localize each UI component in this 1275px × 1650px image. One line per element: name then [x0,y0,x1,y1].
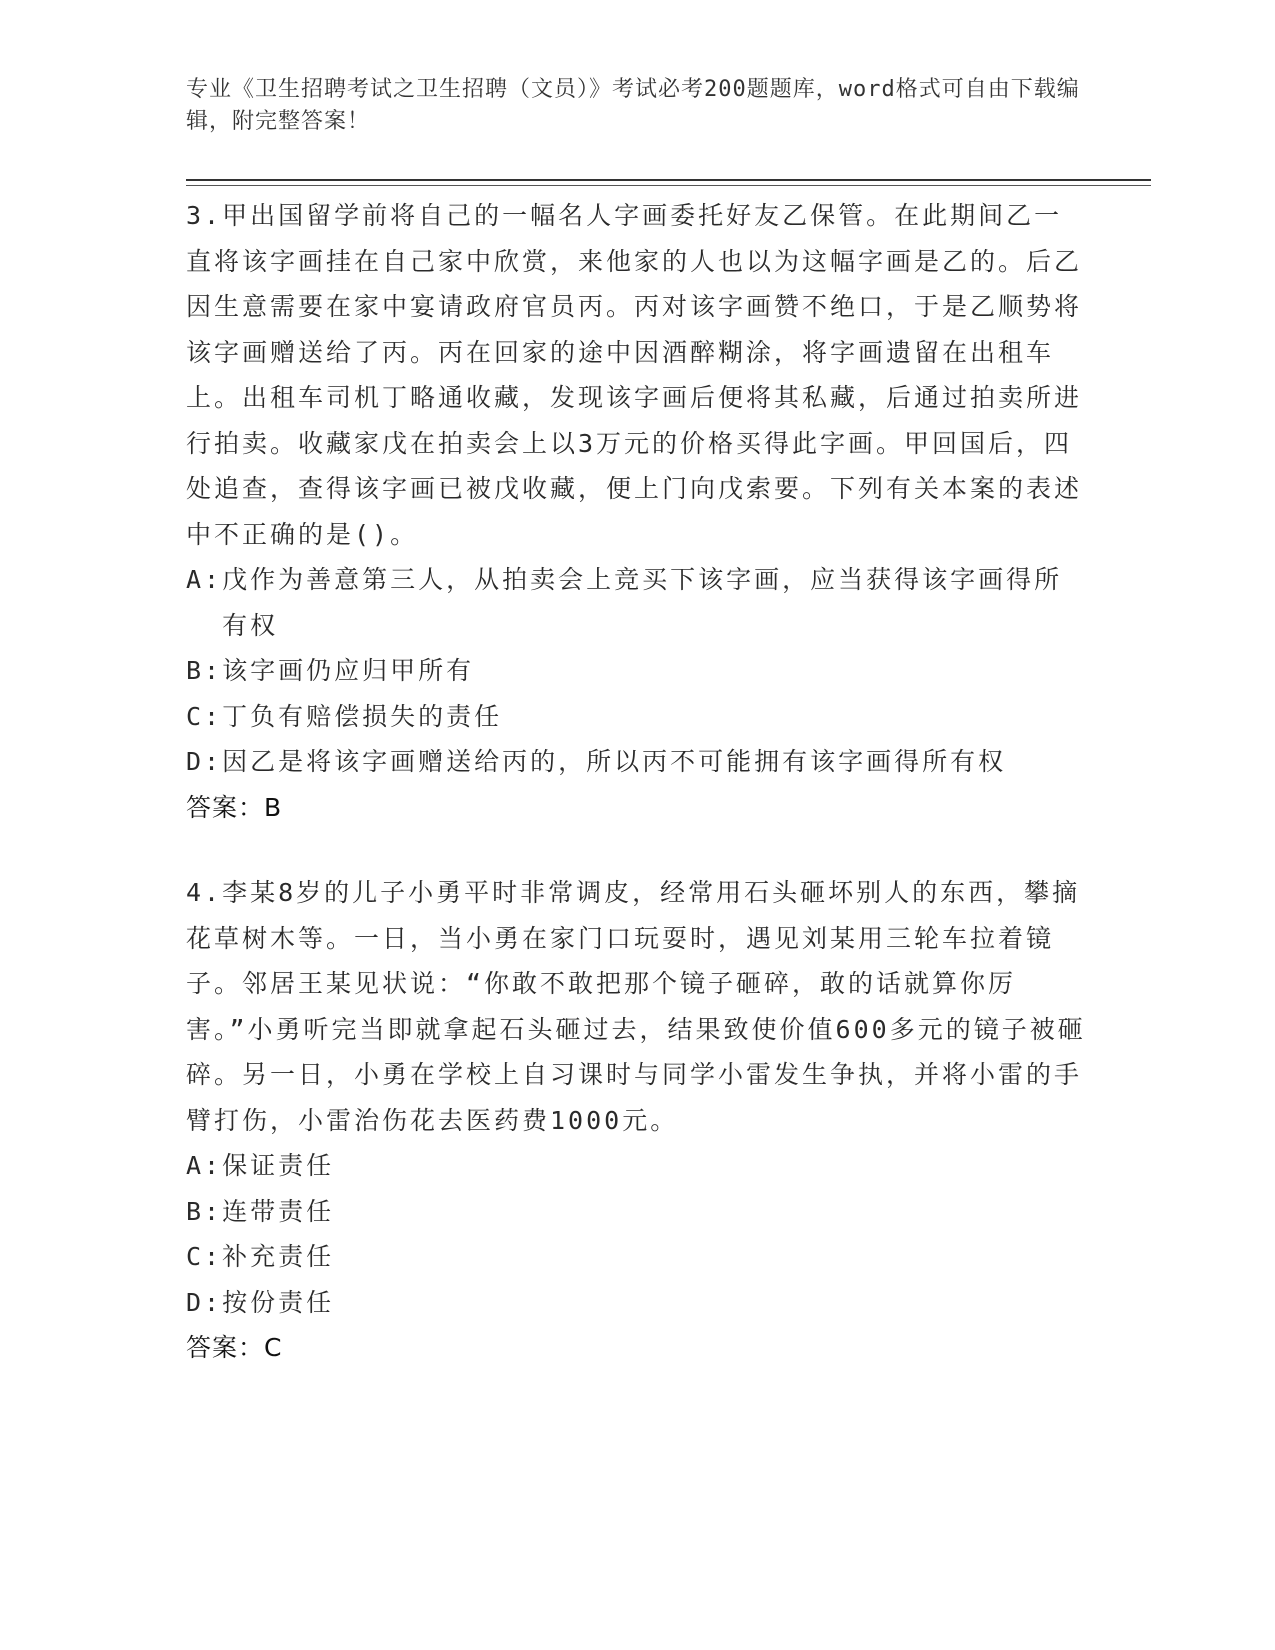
answer-line: 答案：C [186,1333,283,1362]
option-letter: B: [186,1196,223,1226]
option-text: 因乙是将该字画赠送给丙的，所以丙不可能拥有该字画得所有权 [222,747,1007,776]
option-text: 按份责任 [222,1287,335,1317]
header-rule-thin [186,185,1151,186]
option-letter: B: [186,656,223,685]
option-b [186,1189,1086,1235]
option-letter: C: [186,1242,223,1271]
option-d [186,739,1086,785]
option-letter: A: [186,565,223,594]
option-a [186,557,1086,648]
document-header [186,74,1086,138]
option-letter: D: [186,747,223,776]
option-d [186,1280,1086,1326]
option-text: 丁负有赔偿损失的责任 [222,701,503,731]
header-text: 专业《卫生招聘考试之卫生招聘（文员）》考试必考200题题库，word格式可自由下载编辑，附完整答案！ [186,77,1080,134]
question-stem: 3.甲出国留学前将自己的一幅名人字画委托好友乙保管。在此期间乙一直将该字画挂在自己家中欣赏，来他家的人也以为这幅字画是乙的。后乙因生意需要在家中宴请政府官员丙。丙对该字画赞不绝口，于是乙顺势将该字画赠送给了丙。丙在回家的途中因酒醉糊涂，将字画遗留在出租车上。出租车司机丁略通收藏，发现该字画后便将其私藏，后通过拍卖所进行拍卖。收藏家戊在拍卖会上以3万元的价格买得此字画。甲回国后，四处追查，查得该字画已被戊收藏，便上门向戊索要。下列有关本案的表述中不正确的是()。 [186,201,1083,549]
option-text: 连带责任 [222,1196,335,1226]
option-text: 补充责任 [222,1242,335,1271]
answer-line: 答案：B [186,792,283,822]
option-text: 戊作为善意第三人，从拍卖会上竞买下该字画，应当获得该字画得所有权 [222,565,1063,640]
option-c [186,1234,1086,1280]
option-text: 保证责任 [222,1151,335,1180]
option-c [186,694,1086,740]
option-a [186,1143,1086,1189]
option-letter: A: [186,1151,223,1180]
option-letter: C: [186,701,223,731]
question-stem: 4.李某8岁的儿子小勇平时非常调皮，经常用石头砸坏别人的东西，攀摘花草树木等。一日，当小勇在家门口玩耍时，遇见刘某用三轮车拉着镜子。邻居王某见状说：“你敢不敢把那个镜子砸碎，敢的话就算你厉害。”小勇听完当即就拿起石头砸过去，结果致使价值600多元的镜子被砸碎。另一日，小勇在学校上自习课时与同学小雷发生争执，并将小雷的手臂打伤，小雷治伤花去医药费1000元。 [186,878,1086,1135]
header-rule-thick [186,179,1151,181]
option-letter: D: [186,1287,223,1317]
question-3 [186,193,1086,830]
option-b [186,648,1086,694]
option-text: 该字画仍应归甲所有 [222,656,475,685]
question-4 [186,870,1086,1370]
